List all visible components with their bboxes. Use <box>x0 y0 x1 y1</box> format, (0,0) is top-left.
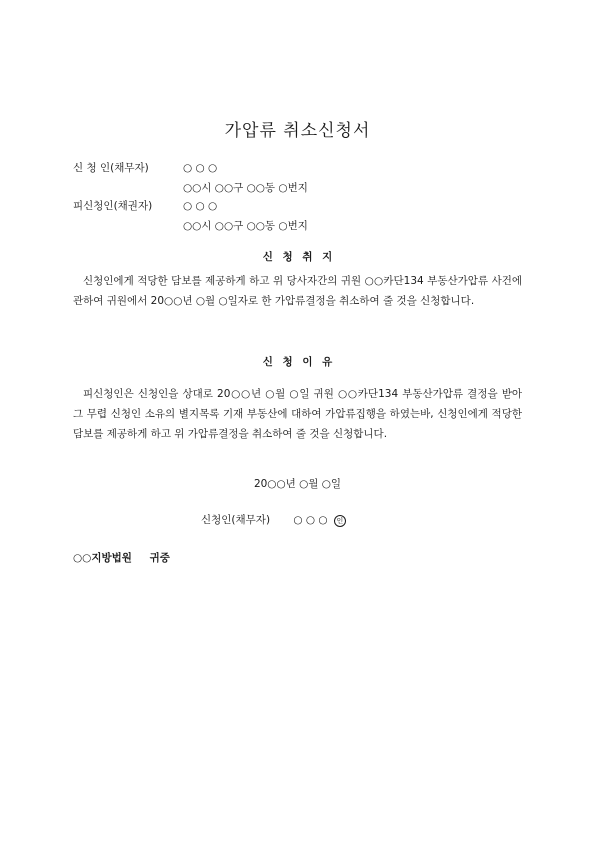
applicant-label: 신 청 인(채무자) <box>73 162 149 174</box>
respondent-name: ○ ○ ○ <box>183 200 218 212</box>
signature-label: 신청인(채무자) <box>201 514 271 526</box>
court-addressee <box>73 550 170 565</box>
signature-line <box>201 512 346 527</box>
purpose-heading: 신 청 취 지 <box>262 251 333 263</box>
respondent-address: ○○시 ○○구 ○○동 ○번지 <box>183 220 308 232</box>
document-title: 가압류 취소신청서 <box>224 121 371 141</box>
respondent-block <box>73 196 308 236</box>
applicant-address: ○○시 ○○구 ○○동 ○번지 <box>183 182 308 194</box>
court-name: ○○지방법원 <box>73 552 132 564</box>
respondent-label: 피신청인(채권자) <box>73 200 153 212</box>
filing-date: 20○○년 ○월 ○일 <box>253 478 342 490</box>
signature-name: ○ ○ ○ <box>293 514 328 526</box>
seal-mark: 인 <box>334 515 346 527</box>
court-suffix: 귀중 <box>149 552 170 564</box>
reason-text: 피신청인은 신청인을 상대로 20○○년 ○월 ○일 귀원 ○○카단134 부동산가압류 결정을 받아 그 무렵 신청인 소유의 별지목록 기재 부동산에 대하여 가압류집행을 하였는바, 신청인에게 적당한 담보를 제공하게 하고 위 가압류결정을 취소하여 줄 것을 신청합니다. <box>73 388 522 440</box>
purpose-text: 신청인에게 적당한 담보를 제공하게 하고 위 당사자간의 귀원 ○○카단134 부동산가압류 사건에 관하여 귀원에서 20○○년 ○월 ○일자로 한 가압류결정을 취소하여 줄 것을 신청합니다. <box>73 275 522 307</box>
applicant-block <box>73 158 308 198</box>
applicant-name: ○ ○ ○ <box>183 162 218 174</box>
reason-heading: 신 청 이 유 <box>262 356 333 368</box>
